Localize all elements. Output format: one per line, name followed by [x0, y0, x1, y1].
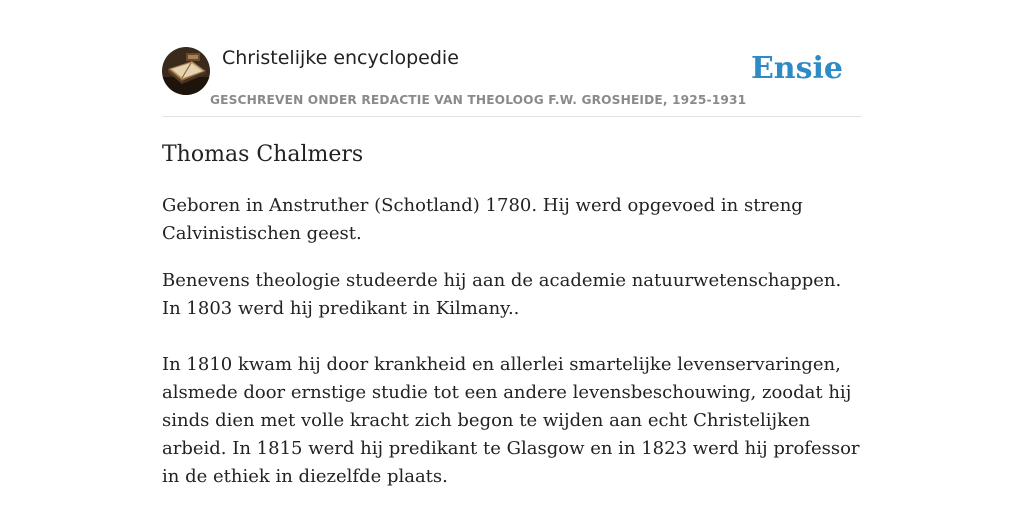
article-paragraph: Benevens theologie studeerde hij aan de academie natuurwetenschappen. In 1803 werd hij predikant in Kilmany..: [162, 270, 842, 319]
article: [162, 138, 862, 487]
ensie-logo[interactable]: Ensie: [750, 51, 843, 86]
site-title-link[interactable]: Christelijke encyclopedie: [222, 47, 459, 69]
article-title: Thomas Chalmers: [162, 142, 364, 167]
book-thumbnail-icon[interactable]: [162, 47, 210, 95]
site-subtitle: GESCHREVEN ONDER REDACTIE VAN THEOLOOG F.W. GROSHEIDE, 1925-1931: [210, 93, 747, 107]
article-paragraph: In 1810 kwam hij door krankheid en allerlei smartelijke levenservaringen, alsmede door ernstige studie tot een andere levensbeschouwing, zoodat hij sinds dien met volle kracht zich begon te wijden aan echt Christelijken arbeid. In 1815 werd hij predikant te Glasgow en in 1823 werd hij professor in de ethiek in diezelfde plaats.: [162, 354, 860, 487]
site-header: [162, 46, 862, 117]
article-paragraph: Geboren in Anstruther (Schotland) 1780. Hij werd opgevoed in streng Calvinistischen geest.: [162, 195, 803, 244]
